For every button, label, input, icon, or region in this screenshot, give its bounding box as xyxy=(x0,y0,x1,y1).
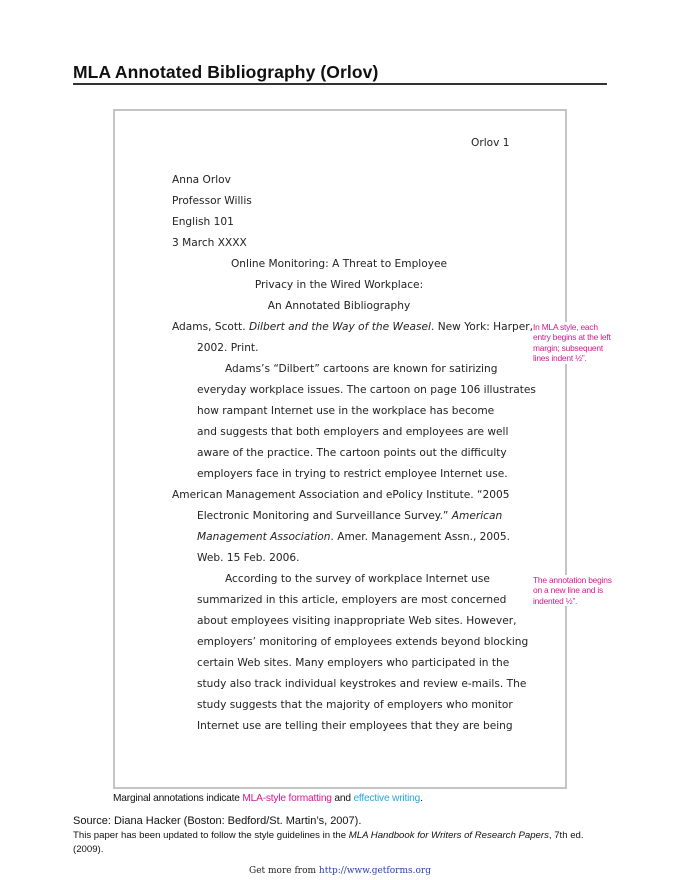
legend-mla-formatting: MLA-style formatting xyxy=(242,793,332,804)
annotation-line: Internet use are telling their employees that they are being xyxy=(197,720,513,732)
student-name: Anna Orlov xyxy=(172,174,231,186)
course-name: English 101 xyxy=(172,216,234,228)
annotation-line: study suggests that the majority of employers who monitor xyxy=(197,699,513,711)
getforms-link[interactable]: http://www.getforms.org xyxy=(318,866,431,876)
annotation-line: study also track individual keystrokes and review e-mails. The xyxy=(197,678,527,690)
instructor-name: Professor Willis xyxy=(172,195,252,207)
page-number: Orlov 1 xyxy=(471,137,510,149)
annotation-line: about employees visiting inappropriate Web sites. However, xyxy=(197,615,517,627)
annotation-line: According to the survey of workplace Internet use xyxy=(225,573,490,585)
annotation-line: and suggests that both employers and employees are well xyxy=(197,426,509,438)
citation-line: Electronic Monitoring and Surveillance Survey.” American xyxy=(197,510,503,522)
paper-title-line: Privacy in the Wired Workplace: xyxy=(254,279,424,291)
date: 3 March XXXX xyxy=(172,237,247,249)
citation-line: Management Association. Amer. Management Assn., 2005. xyxy=(197,531,511,543)
margin-note-mla-indent: In MLA style, each entry begins at the left margin; subsequent lines indent ½”. xyxy=(533,322,613,364)
legend-effective-writing: effective writing xyxy=(353,793,421,804)
annotation-line: Adams’s “Dilbert” cartoons are known for satirizing xyxy=(225,363,498,375)
citation-line: American Management Association and ePolicy Institute. “2005 xyxy=(172,489,510,501)
paper-title-line: Online Monitoring: A Threat to Employee xyxy=(230,258,448,270)
citation-line: Adams, Scott. Dilbert and the Way of the Weasel. New York: Harper, xyxy=(172,321,533,333)
paper-title-line: An Annotated Bibliography xyxy=(267,300,411,312)
source-credit: Source: Diana Hacker (Boston: Bedford/St. Martin’s, 2007). xyxy=(73,815,362,827)
citation-line: 2002. Print. xyxy=(197,342,259,354)
annotation-line: everyday workplace issues. The cartoon on page 106 illustrates xyxy=(197,384,536,396)
annotation-line: aware of the practice. The cartoon points out the difficulty xyxy=(197,447,507,459)
legend-caption: Marginal annotations indicate MLA-style formatting and effective writing. xyxy=(113,793,423,804)
annotation-line: how rampant Internet use in the workplace has become xyxy=(197,405,495,417)
document-title: MLA Annotated Bibliography (Orlov) xyxy=(73,62,379,82)
annotation-line: summarized in this article, employers are most concerned xyxy=(197,594,507,606)
annotation-line: certain Web sites. Many employers who participated in the xyxy=(197,657,510,669)
margin-note-annotation-indent: The annotation begins on a new line and is indented ½”. xyxy=(533,575,612,606)
update-note: This paper has been updated to follow the style guidelines in the MLA Handbook for Writers of Research Papers, 7th ed. (2009). xyxy=(73,830,584,855)
annotation-line: employers face in trying to restrict employee Internet use. xyxy=(197,468,508,480)
title-underline xyxy=(73,83,607,85)
annotation-line: employers’ monitoring of employees extends beyond blocking xyxy=(197,636,529,648)
footer: Get more from http://www.getforms.org xyxy=(249,866,431,876)
citation-line: Web. 15 Feb. 2006. xyxy=(197,552,300,564)
